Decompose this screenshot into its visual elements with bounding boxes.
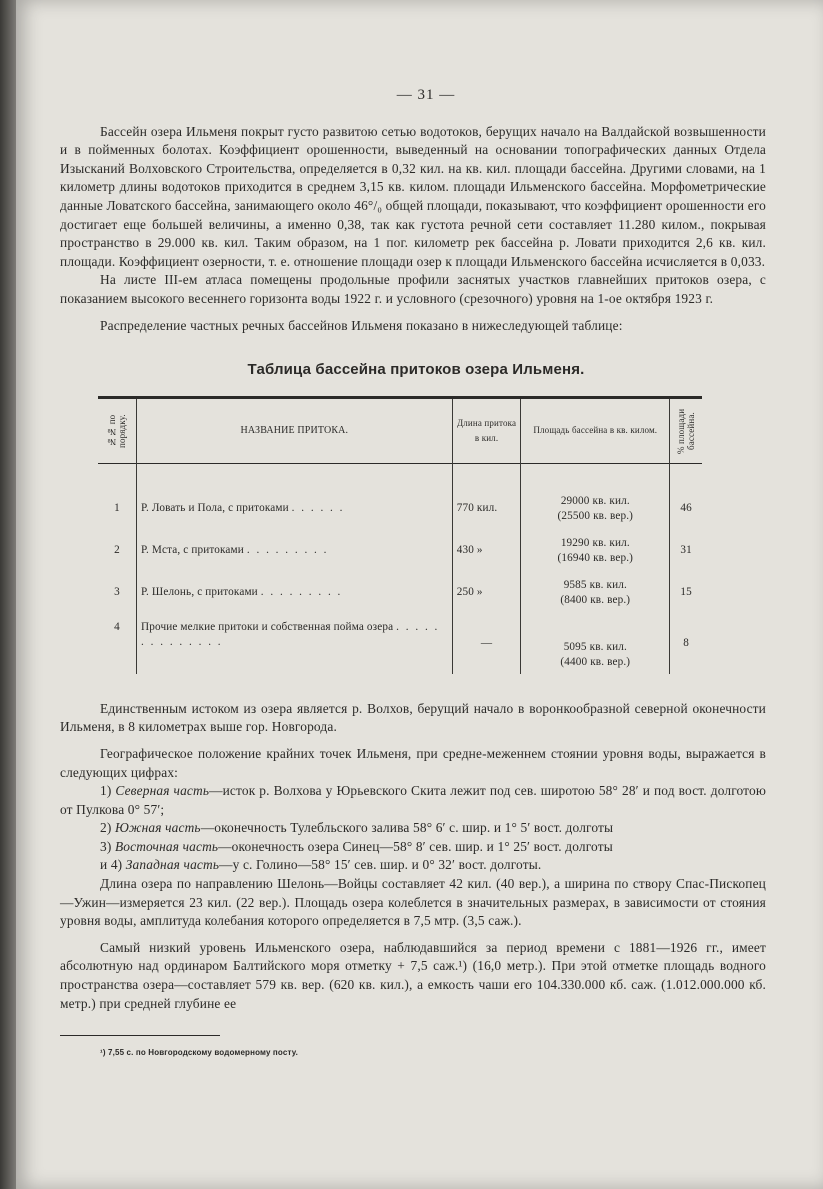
row-number: 1: [114, 502, 120, 515]
paragraph-outflow: Единственным истоком из озера является р. Волхов, берущий начало в воронкообразной северной оконечности Ильменя, в 8 километрах выше гор. Новгорода.: [60, 700, 766, 735]
paragraph-geography: Географическое положение крайних точек Ильменя, при средне-меженнем стоянии уровня воды, выражается в следующих цифрах:: [60, 745, 766, 780]
point-south: 2) Южная часть—оконечность Тулебльского залива 58° 6′ с. шир. и 1° 5′ вост. долготы: [100, 820, 614, 836]
row-area-versts: (16940 кв. вер.): [557, 551, 634, 564]
table-title: Таблица бассейна притоков озера Ильменя.: [247, 361, 585, 379]
row-length: 430 »: [452, 530, 521, 572]
table-row: [98, 572, 702, 614]
point-east-text: —оконечность озера Синец—58° 8′ сев. шир. и 1° 25′ вост. долготы: [218, 838, 613, 854]
book-spine-shadow: [0, 0, 16, 1189]
page-number: — 31 —: [396, 87, 456, 103]
row-area: [521, 572, 670, 614]
row-name: [137, 488, 453, 530]
table-row: [98, 530, 702, 572]
row-area: [521, 530, 670, 572]
table-row: [98, 614, 702, 674]
row-area-versts: (4400 кв. вер.): [560, 655, 631, 668]
row-area-versts: (8400 кв. вер.): [560, 593, 631, 606]
row-name-text: Р. Ловать и Пола, с притоками: [141, 502, 289, 515]
header-length: Длина притока в кил.: [452, 397, 521, 463]
row-area-km: 5095 кв. кил.: [563, 640, 627, 653]
row-leader-dots: . . . . . .: [291, 502, 345, 515]
row-leader-dots: . . . . . . . . .: [246, 544, 329, 557]
row-name: [137, 614, 453, 674]
paragraph-low-level: Самый низкий уровень Ильменского озера, наблюдавшийся за период времени с 1881—1926 гг., имеет абсолютную над ординаром Балтийского моря отметку + 7,5 саж.¹) (16,0 метр.). При этой отметке площадь водного пространства озера—составляет 579 кв. вер. (620 кв. кил.), а емкость чаши его 104.330.000 кб. саж. (1.012.000.000 кб. метр.) при средней глубине ее: [60, 939, 766, 1011]
row-area-versts: (25500 кв. вер.): [557, 509, 634, 522]
paragraph-distribution: Распределение частных речных бассейнов Ильменя показано в нижеследующей таблице:: [100, 317, 623, 333]
point-west-text: —у с. Голино—58° 15′ сев. шир. и 0° 32′ вост. долготы.: [219, 857, 542, 873]
row-leader-dots: . . . . . . . . . . . . . .: [141, 620, 440, 648]
row-area-km: 9585 кв. кил.: [563, 578, 627, 591]
paragraph-atlas: На листе III-ем атласа помещены продольные профили заснятых участков главнейших притоков озера, с показанием высокого весеннего горизонта воды 1922 г. и условного (срезочного) уровня на 1-ое октября 1923 г.: [60, 272, 766, 306]
header-name: НАЗВАНИЕ ПРИТОКА.: [137, 397, 453, 463]
point-west-label: Западная часть: [125, 857, 220, 873]
row-number: 3: [114, 586, 120, 599]
point-west: и 4) Западная часть—у с. Голино—58° 15′ сев. шир. и 0° 32′ вост. долготы.: [100, 857, 542, 873]
row-number: 4: [114, 620, 120, 633]
row-percent: 31: [670, 530, 702, 572]
row-length: —: [452, 614, 521, 674]
header-number-label: №№ по порядку.: [107, 413, 128, 448]
paragraph-basin: Бассейн озера Ильменя покрыт густо развитою сетью водотоков, берущих начало на Валдайской возвышенности и в пойменных болотах. Коэффициент орошенности, выведенный на основании топографических данных Отдела Изысканий Волховского Строительства, определяется в 0,32 кил. на кв. кил. площади бассейна. Другими словами, на 1 километр длины водотоков приходится в среднем 3,15 кв. килом. площади Ильменского бассейна. Морфометрические данные Ловатского бассейна, занимающего около 46°/₀ общей площади, показывают, что коэффициент орошенности его достигает еще большей величины, а именно 0,38, так как густота речной сети составляет 11.280 килом., покрывая пространство в 29.000 кв. кил. Таким образом, на 1 пог. километр рек бассейна р. Ловати приходится 2,6 кв. кил. площади. Коэффициент озерности, т. е. отношение площади озер к площади Ильменского бассейна исчисляется в 0,033.: [60, 123, 766, 269]
book-page: [16, 0, 823, 1189]
row-percent: 8: [670, 614, 702, 674]
row-length: 770 кил.: [452, 488, 521, 530]
point-north-text: —исток р. Волхова у Юрьевского Скита лежит под сев. широтою 58° 28′ и под вост. долготою от Пулкова 0° 57′;: [60, 783, 766, 817]
page-content: [60, 80, 766, 1063]
row-number: 2: [114, 544, 120, 557]
header-percent: [670, 397, 702, 463]
row-area: [521, 614, 670, 674]
row-area-km: 19290 кв. кил.: [560, 536, 630, 549]
row-name: [137, 572, 453, 614]
point-north-label: Северная часть: [115, 783, 210, 799]
header-percent-label: % площади бассейна.: [676, 408, 697, 454]
row-area: [521, 488, 670, 530]
point-east: 3) Восточная часть—оконечность озера Синец—58° 8′ сев. шир. и 1° 25′ вост. долготы: [100, 838, 613, 854]
table-header-row: [98, 397, 702, 463]
header-area: Площадь бассейна в кв. килом.: [521, 397, 670, 463]
row-percent: 46: [670, 488, 702, 530]
row-percent: 15: [670, 572, 702, 614]
point-east-label: Восточная часть: [114, 838, 219, 854]
footnote-divider: [60, 1035, 220, 1036]
table-row: [98, 488, 702, 530]
row-name-text: Р. Мста, с притоками: [141, 544, 244, 557]
point-south-label: Южная часть: [114, 820, 201, 836]
paragraph-dimensions: Длина озера по направлению Шелонь—Войцы составляет 42 кил. (40 вер.), а ширина по створу Спас-Пископец—Ужин—измеряется 23 кил. (22 вер.). Площадь озера колеблется в значительных размерах, в зависимости от стояния уровня воды, амплитуда колебания которого определяется в 7,5 мтр. (3,5 саж.).: [60, 876, 766, 929]
row-name-text: Прочие мелкие притоки и собственная пойма озера: [141, 620, 394, 633]
footnote: ¹) 7,55 с. по Новгородскому водомерному посту.: [100, 1048, 298, 1058]
row-area-km: 29000 кв. кил.: [560, 494, 630, 507]
header-number: [98, 397, 137, 463]
row-leader-dots: . . . . . . . . .: [260, 586, 343, 599]
point-north: 1) Северная часть—исток р. Волхова у Юрьевского Скита лежит под сев. широтою 58° 28′ и под вост. долготою от Пулкова 0° 57′;: [60, 783, 766, 817]
row-name: [137, 530, 453, 572]
table-spacer-row: [98, 463, 702, 488]
row-name-text: Р. Шелонь, с притоками: [141, 586, 258, 599]
tributaries-table: [98, 396, 702, 674]
row-length: 250 »: [452, 572, 521, 614]
point-south-text: —оконечность Тулебльского залива 58° 6′ с. шир. и 1° 5′ вост. долготы: [200, 820, 614, 836]
